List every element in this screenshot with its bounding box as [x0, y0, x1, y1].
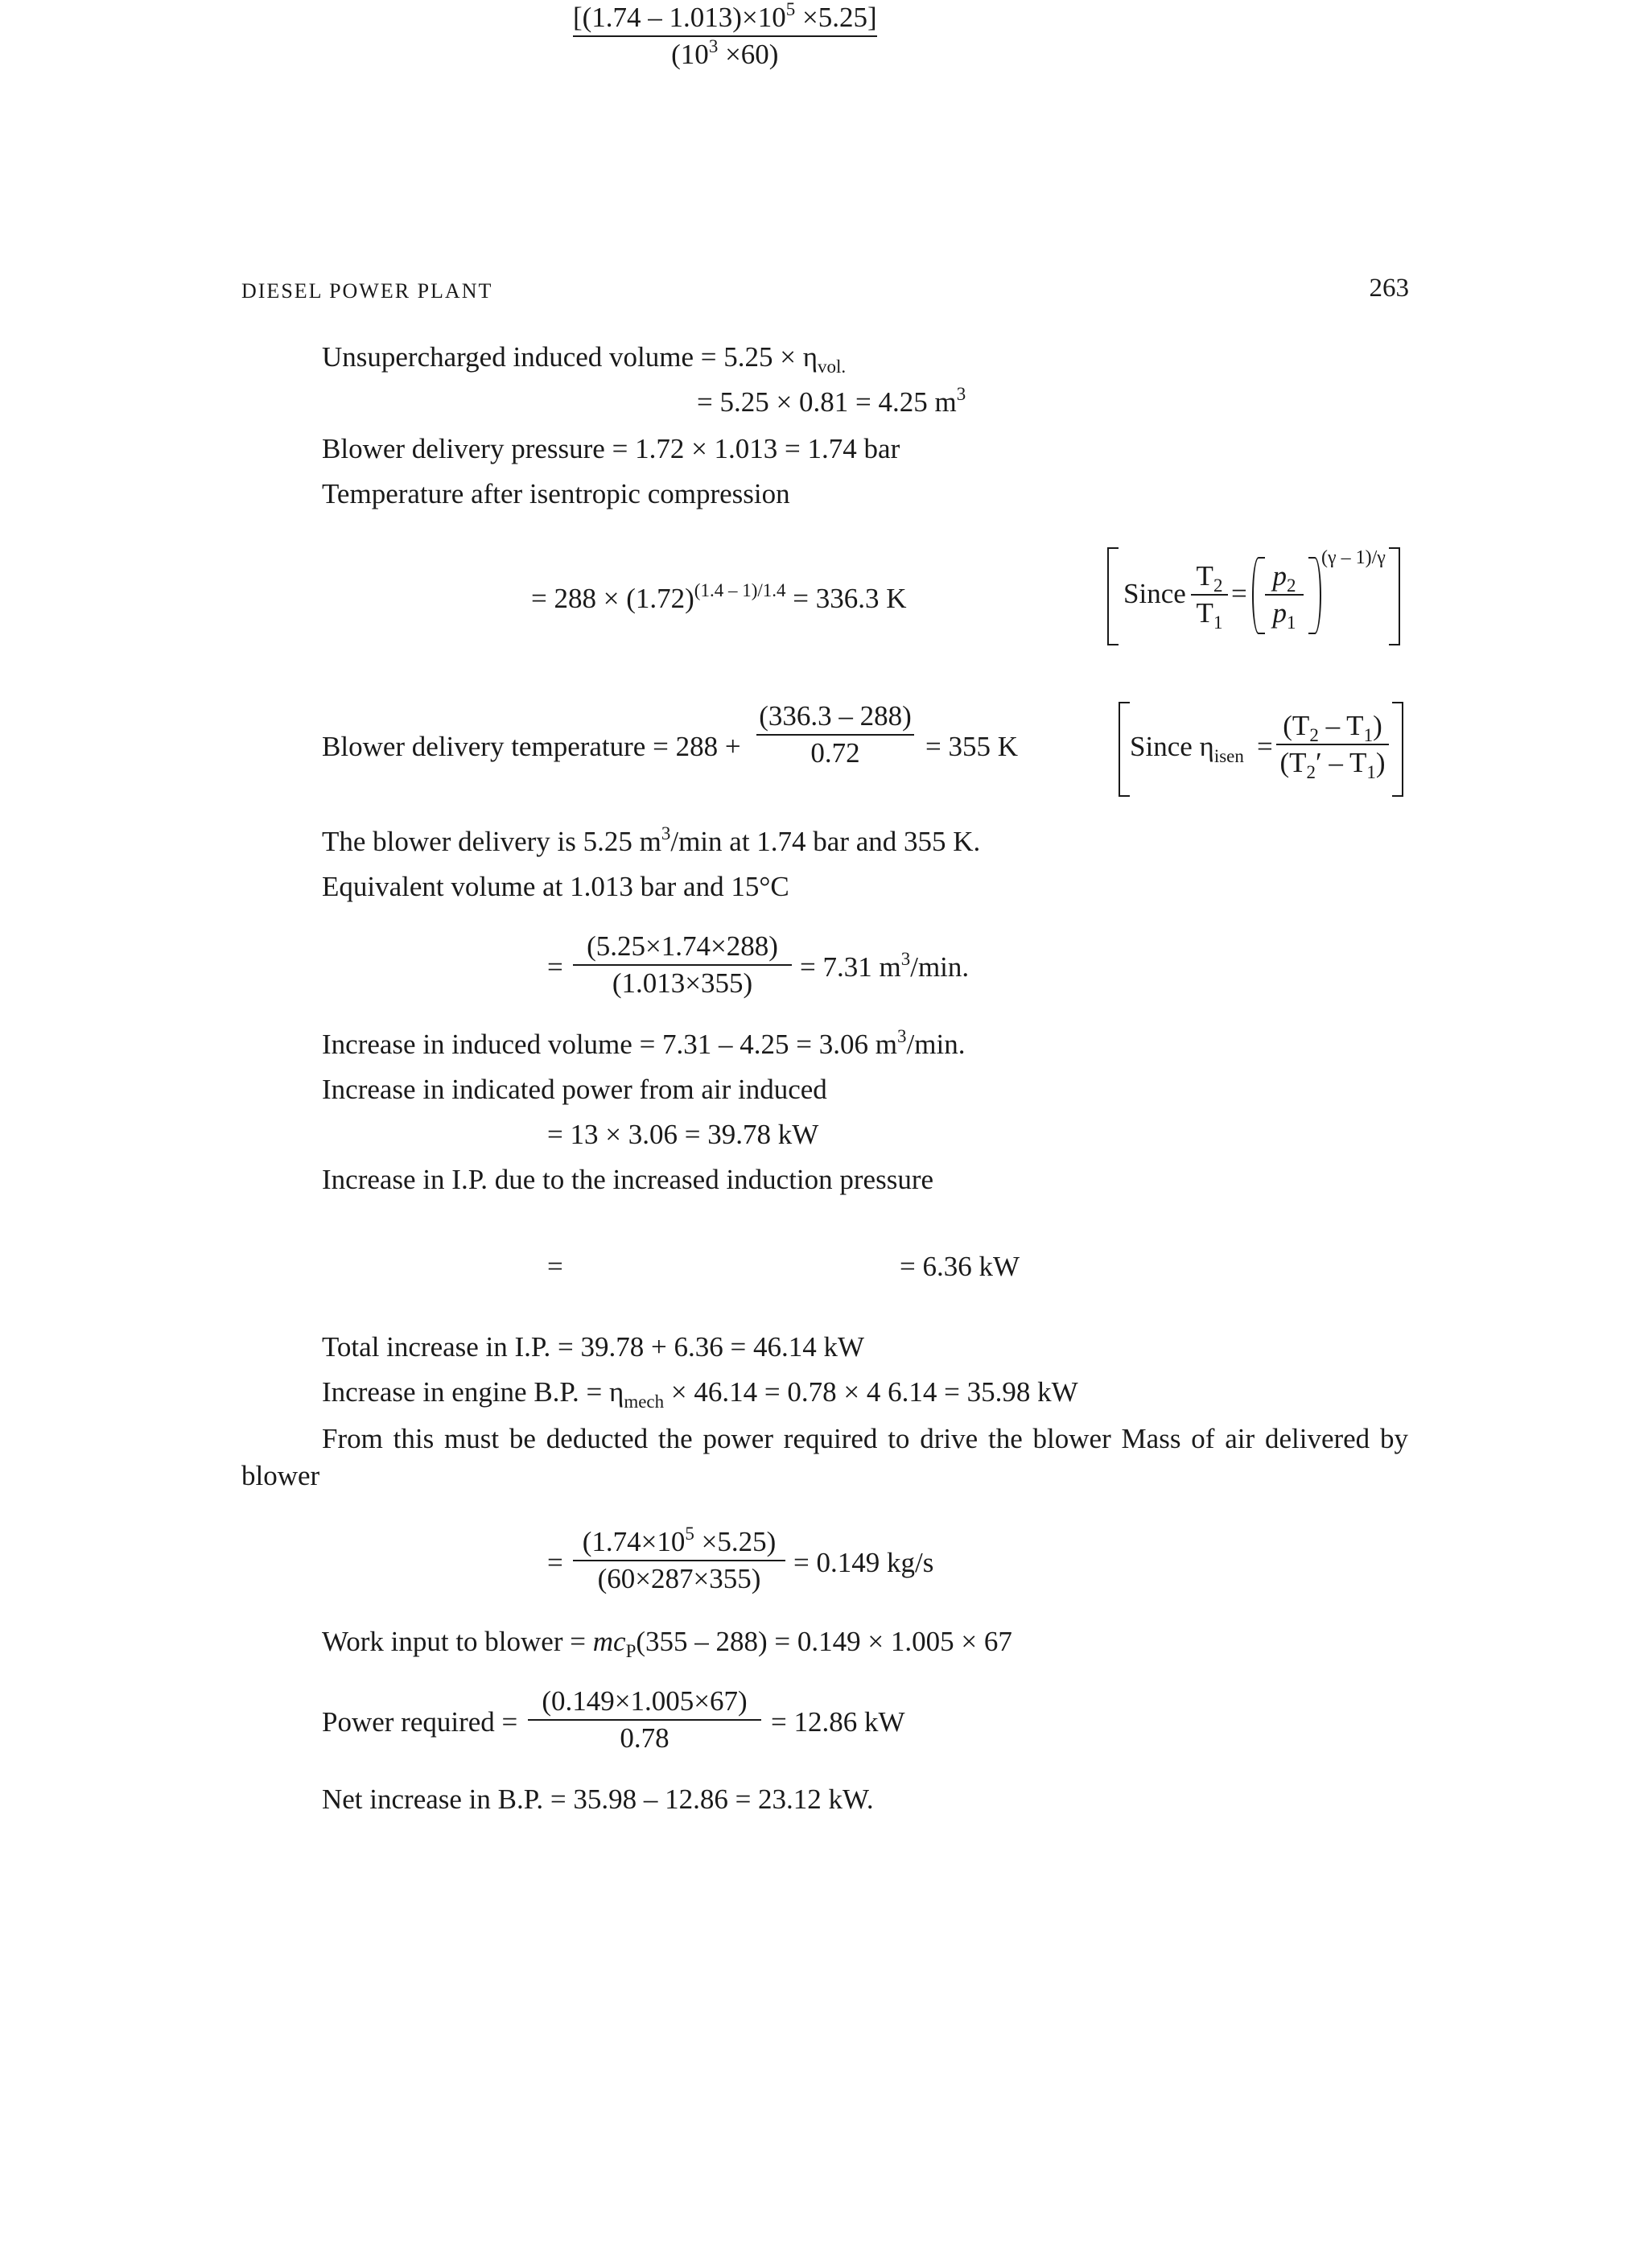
- net-bp-increase: Net increase in B.P. = 35.98 – 12.86 = 23.12 kW.: [322, 1783, 874, 1815]
- left-bracket: [1119, 702, 1130, 797]
- left-bracket: [1107, 547, 1119, 645]
- equals-sign: =: [547, 1251, 563, 1282]
- equivalent-volume-heading: Equivalent volume at 1.013 bar and 15°C: [322, 871, 789, 902]
- indicated-power-heading: Increase in indicated power from air induced: [322, 1074, 827, 1105]
- note-equals: =: [1231, 578, 1247, 609]
- total-ip-increase: Total increase in I.P. = 39.78 + 6.36 = 46.14 kW: [322, 1331, 865, 1363]
- blower-delivery-statement: The blower delivery is 5.25 $m^3/\min$ at 1.74 bar and 355 K.: [322, 823, 981, 857]
- note-since: Since: [1123, 578, 1186, 609]
- equivalent-volume-result: = 7.31 $m^3/\min$.: [800, 949, 970, 983]
- blower-temp-result: = 355 K: [925, 731, 1019, 762]
- blower-delivery-temp-label: Blower delivery temperature = 288 +: [322, 731, 741, 762]
- right-bracket: [1392, 702, 1403, 797]
- air-mass-fraction: $(1.74\times 10^5 \times 5.25)$ (60×287×355): [573, 1524, 785, 1597]
- equivalent-volume-fraction: (5.25×1.74×288) (1.013×355): [573, 929, 792, 1001]
- power-required-fraction: (0.149×1.005×67) 0.78: [528, 1684, 761, 1756]
- blower-work-input: Work input to blower = $mc_P(355 - 288) = 0.149 \times 1.005 \times 67$: [322, 1626, 1012, 1661]
- unsupercharged-volume-line: Unsupercharged induced volume = $5.25 \times \eta_{vol.}$: [322, 341, 847, 377]
- induction-pressure-result: = 6.36 kW: [900, 1251, 1020, 1282]
- blower-pressure-line: Blower delivery pressure = 1.72 × 1.013 = 1.74 bar: [322, 433, 900, 464]
- blower-temp-fraction: (336.3 – 288) 0.72: [756, 699, 914, 771]
- isentropic-temperature-heading: Temperature after isentropic compression: [322, 478, 790, 509]
- equals-sign: =: [547, 1547, 563, 1578]
- p-ratio: $p_2$ $p_1$: [1265, 559, 1304, 631]
- deduction-paragraph-line: From this must be deducted the power required to drive the blower Mass of air delivered by: [322, 1423, 1408, 1454]
- running-title: DIESEL POWER PLANT: [241, 279, 493, 303]
- right-bracket: [1389, 547, 1400, 645]
- induced-volume-increase: Increase in induced volume = 7.31 – 4.25 = 3.06 $m^3/\min$.: [322, 1026, 966, 1060]
- note-equals: =: [1257, 731, 1273, 762]
- note-exponent: (γ – 1)/γ: [1321, 547, 1386, 568]
- induction-pressure-fraction: $[(1.74 - 1.013)\times 10^5 \times 5.25]$ $(10^3 \times 60)$: [573, 0, 877, 70]
- power-required-label: Power required =: [322, 1706, 518, 1738]
- efficiency-fraction: $(T_2 - T_1)$ $(T_2' - T_1)$: [1276, 708, 1389, 781]
- equals-sign: =: [547, 951, 563, 983]
- indicated-power-result: = 13 × 3.06 = 39.78 kW: [547, 1119, 819, 1150]
- t-ratio: $T_2$ $T_1$: [1191, 559, 1228, 631]
- right-paren: [1308, 557, 1321, 634]
- induction-pressure-heading: Increase in I.P. due to the increased induction pressure: [322, 1164, 934, 1195]
- power-required-result: = 12.86 kW: [771, 1706, 905, 1738]
- isentropic-temperature-result: = $288 \times (1.72)^{(1.4 - 1)/1.4} = 336.3$ K: [531, 580, 907, 614]
- page-number: 263: [1369, 274, 1409, 303]
- left-paren: [1252, 557, 1265, 634]
- air-mass-result: = 0.149 kg/s: [793, 1547, 934, 1578]
- unsupercharged-volume-result: = 5.25 × 0.81 = 4.25 $m^3$: [697, 384, 966, 418]
- deduction-paragraph-end: blower: [241, 1460, 320, 1491]
- note-since-eta: Since $\eta_{isen}$: [1130, 731, 1244, 766]
- engine-bp-increase: Increase in engine B.P. = $\eta_{mech} \times 46.14 = 0.78 \times 4$ 6.14 = 35.98 kW: [322, 1376, 1078, 1412]
